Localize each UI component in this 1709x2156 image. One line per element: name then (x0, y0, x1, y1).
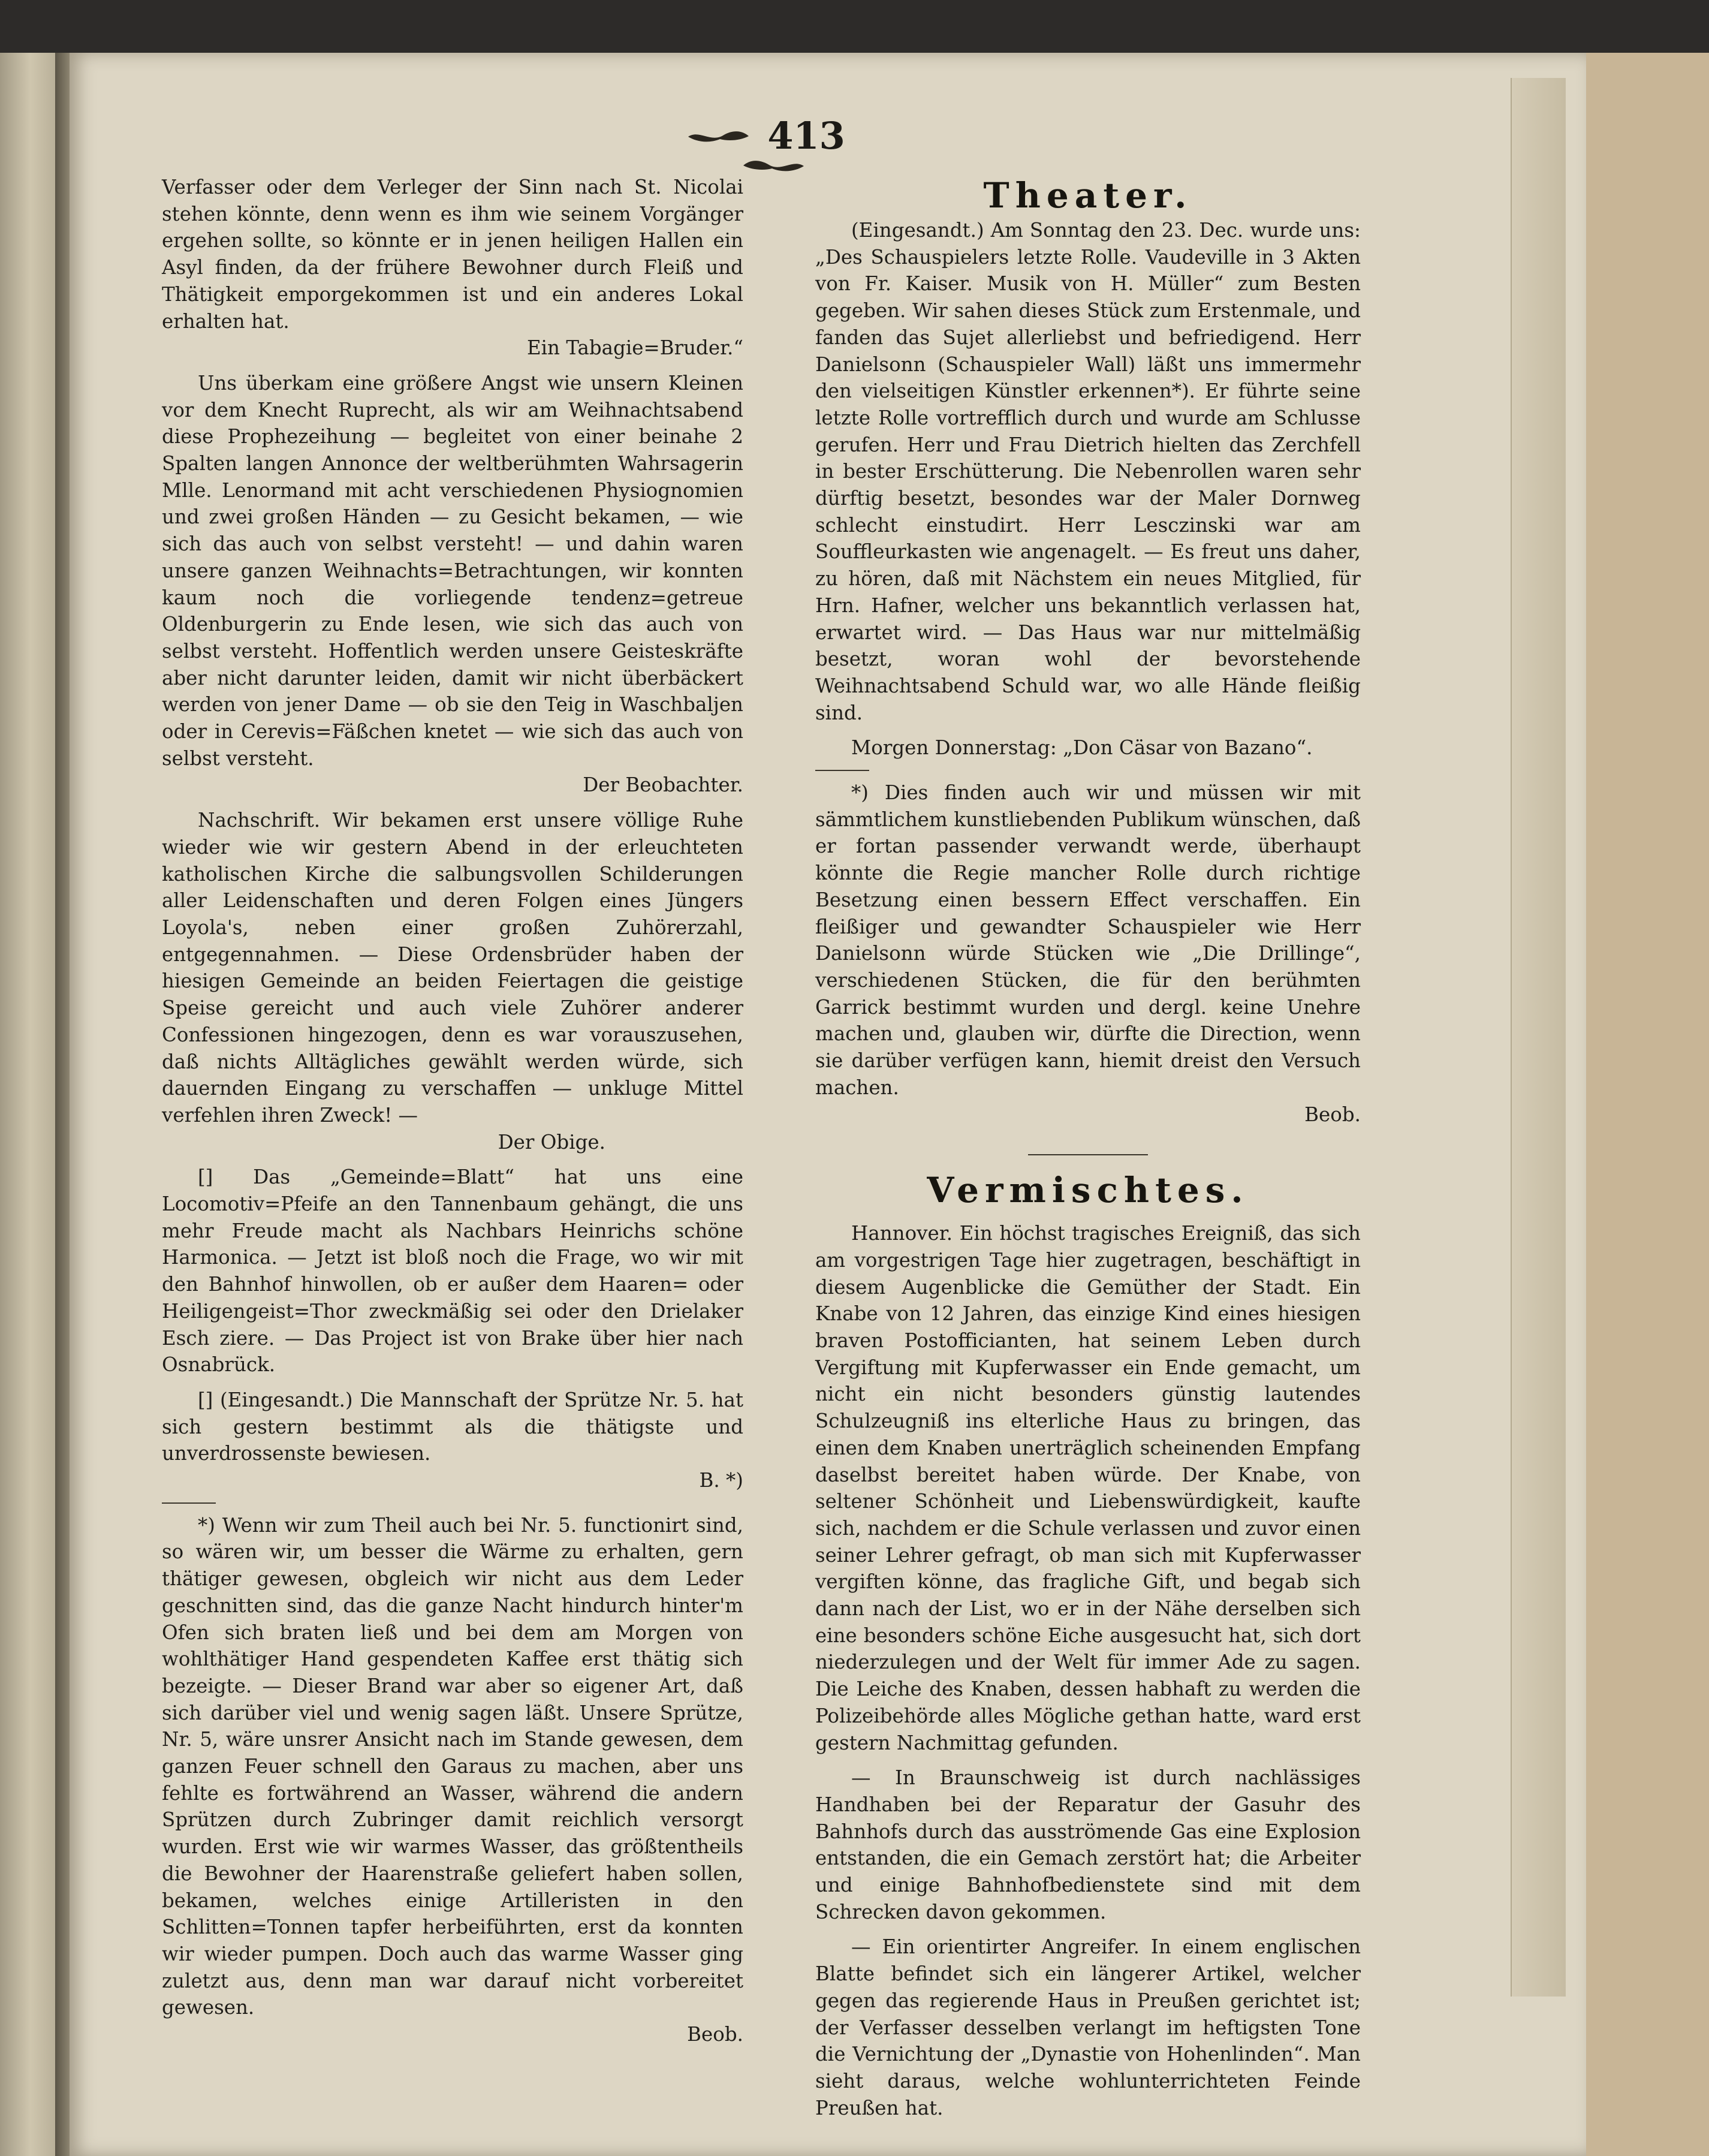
article-angreifer: — Ein orientirter Angreifer. In einem englischen Blatte befindet sich ein längerer Artikel, welcher gegen das regierende Haus in Preußen gerichtet ist; der Verfasser desselben verlangt im heftigsten Tone die Vernichtung der „Dynastie von Hohenlinden“. Man sieht daraus, welche wohlunterrichteten Feinde Preußen hat. (815, 1935, 1361, 2119)
article-braunschweig: — In Braunschweig ist durch nachlässiges Handhaben bei der Reparatur der Gasuhr des Bahnhofs durch das ausströmende Gas eine Explosion entstanden, die ein Gemach zerstört hat; die Arbeiter und einige Bahnhofbedienstete sind mit dem Schrecken davon gekommen. (815, 1766, 1361, 1923)
article-lenormand: Uns überkam eine größere Angst wie unsern Kleinen vor dem Knecht Ruprecht, als wir am Weihnachtsabend diese Prophezeihung — begleitet von einer beinahe 2 Spalten langen Annonce der weltberühmten Wahrsagerin Mlle. Lenormand mit acht verschiedenen Physiognomien und zwei großen Händen — zu Gesicht bekamen, — wie sich das auch von selbst versteht! — und dahin waren unsere ganzen Weihnachts=Betrachtungen, wir konnten kaum noch die vorliegende tendenz=getreue Oldenburgerin zu Ende lesen, wie sich das auch von selbst versteht. Hoffentlich werden unsere Geisteskräfte aber nicht darunter leiden, damit wir nicht überbäckert werden von jener Dame — ob sie den Teig in Waschbaljen oder in Cerevis=Fäßchen knetet — wie sich das auch von selbst versteht. (162, 371, 743, 770)
signature-beobachter: Der Beobachter. (583, 773, 743, 797)
article-continuation: Verfasser oder dem Verleger der Sinn nach St. Nicolai stehen könnte, denn wenn es ihm wie seinem Vorgänger ergehen sollte, so könnte er in jenen heiligen Hallen ein Asyl finden, da der frühere Bewohner durch Fleiß und Thätigkeit emporgekommen ist und ein anderes Lokal erhalten hat. (162, 176, 743, 333)
previous-page-edge (0, 53, 57, 2156)
right-column (815, 174, 1361, 2121)
heading-vermischtes: Vermischtes. (927, 1170, 1249, 1211)
article-gemeinde-blatt: [] Das „Gemeinde=Blatt“ hat uns eine Locomotiv=Pfeife an den Tannenbaum gehängt, die uns mehr Freude macht als Nachbars Heinrichs schöne Harmonica. — Jetzt ist bloß noch die Frage, wo wir mit den Bahnhof hinwollen, ob er außer dem Haaren= oder Heiligengeist=Thor zweckmäßig sei oder den Drielaker Esch ziere. — Das Project ist von Brake über hier nach Osnabrück. (162, 1166, 743, 1377)
heading-theater: Theater. (983, 175, 1193, 216)
left-column (162, 174, 743, 2048)
article-theater: (Eingesandt.) Am Sonntag den 23. Dec. wurde uns: „Des Schauspielers letzte Rolle. Vaudeville in 3 Akten von Fr. Kaiser. Musik von H. Müller“ zum Besten gegeben. Wir sahen dieses Stück zum Erstenmale, und fanden das Sujet allerliebst und befriedigend. Herr Danielsonn (Schauspieler Wall) läßt uns immermehr den vielseitigen Künstler erkennen*). Er führte seine letzte Rolle vortrefflich durch und wurde am Schlusse gerufen. Herr und Frau Dietrich hielten das Zerchfell in bester Erschütterung. Die Nebenrollen waren sehr dürftig besetzt, besondes war der Maler Dornweg schlecht einstudirt. Herr Lesczinski war am Souffleurkasten wie angenagelt. — Es freut uns daher, zu hören, daß mit Nächstem ein neues Mitglied, für Hrn. Hafner, welcher uns bekanntlich verlassen hat, erwartet wird. — Das Haus war nur mittelmäßig besetzt, woran wohl der bevorstehende Weihnachtsabend Schuld war, wo alle Hände fleißig sind. (815, 219, 1361, 724)
article-hannover: Hannover. Ein höchst tragisches Ereigniß, das sich am vorgestrigen Tage hier zugetragen, beschäftigt in diesem Augenblicke die Gemüther der Stadt. Ein Knabe von 12 Jahren, das einzige Kind eines hiesigen braven Postofficianten, hat seinem Leben durch Vergiftung mit Kupferwasser ein Ende gemacht, um nicht ein nicht besonders günstig lautendes Schulzeugniß ins elterliche Haus zu bringen, das einen dem Knaben unerträglich scheinenden Empfang daselbst bereitet haben würde. Der Knabe, von seltener Schönheit und Liebenswürdigkeit, kaufte sich, nachdem er die Schule verlassen und zuvor einen seiner Lehrer gefragt, ob man sich mit Kupferwasser vergiften könne, das fragliche Gift, und begab sich dann nach der List, wo er in der Nähe derselben sich eine besonders schöne Eiche ausgesucht hat, sich dort niederzulegen und der Welt für immer Ade zu sagen. Die Leiche des Knaben, dessen habhaft zu werden die Polizeibehörde alles Mögliche gethan hatte, ward erst gestern Nachmittag gefunden. (815, 1222, 1361, 1754)
signature-tabagie: Ein Tabagie=Bruder.“ (526, 336, 743, 360)
footnote-spruetze: *) Wenn wir zum Theil auch bei Nr. 5. functionirt sind, so wären wir, um besser die Wärme zu erhalten, gern thätiger gewesen, obgleich wir nicht aus dem Leder geschnitten sind, das die ganze Nacht hindurch hinter'm Ofen sich braten ließ und bei dem am Morgen von wohlthätiger Hand gespendeten Kaffee erst thätig sich bezeigte. — Dieser Brand war aber so eigener Art, daß sich darüber viel und wenig sagen läßt. Unsere Sprütze, Nr. 5, wäre unsrer Ansicht nach im Stande gewesen, dem ganzen Feuer schnell den Garaus zu machen, aber uns fehlte es fortwährend an Wasser, während die andern Sprützen durch Zubringer damit reichlich versorgt wurden. Erst wie wir warmes Wasser, das größtentheils die Bewohner der Haarenstraße geliefert haben sollen, bekamen, welches einige Artilleristen in den Schlitten=Tonnen tapfer herbeiführten, erst da konnten wir wieder pumpen. Doch auch das warme Wasser ging zuletzt aus, denn man war darauf nicht vorbereitet gewesen. (162, 1513, 743, 2019)
right-ornament-icon (742, 158, 805, 173)
page-header (659, 114, 887, 168)
footnote-theater: *) Dies finden auch wir und müssen wir mit sämmtlichem kunstliebenden Publikum wünschen, daß er fortan passender verwandt werde, überhaupt könnte die Regie mancher Rolle durch richtige Besetzung einen bessern Effect verschaffen. Ein fleißiger und gewandter Schauspieler wie Herr Danielsonn würde Stücken wie „Die Drillinge“, verschiedenen Stücken, die für den berühmten Garrick bestimmt wurden und dergl. keine Unehre machen und, glauben wir, dürfte die Direction, wenn sie darüber verfügen kann, hiemit dreist den Versuch machen. (815, 781, 1361, 1099)
left-ornament-icon (687, 128, 750, 144)
theater-morgen: Morgen Donnerstag: „Don Cäsar von Bazano“. (851, 736, 1313, 760)
article-spruetze: [] (Eingesandt.) Die Mannschaft der Sprütze Nr. 5. hat sich gestern bestimmt als die thätigste und unverdrossenste bewiesen. (162, 1388, 743, 1465)
gutter-shadow (55, 53, 70, 2156)
article-nachschrift: Nachschrift. Wir bekamen erst unsere völlige Ruhe wieder wie wir gestern Abend in der erleuchteten katholischen Kirche die salbungsvollen Schilderungen aller Leidenschaften und deren Folgen eines Jüngers Loyola's, neben einer großen Zuhörerzahl, entgegennahmen. — Diese Ordensbrüder haben der hiesigen Gemeinde an beiden Feiertagen die geistige Speise gereicht und auch viele Zuhörer anderer Confessionen hingezogen, denn es war vorauszusehen, daß nichts Alltägliches gewählt werden würde, sich dauernden Eingang zu verschaffen — unkluge Mittel verfehlen ihren Zweck! — (162, 809, 743, 1127)
binding-board (1586, 53, 1709, 2156)
signature-beob-right: Beob. (1304, 1103, 1361, 1126)
signature-b: B. *) (699, 1469, 743, 1492)
page-number: 413 (767, 114, 845, 158)
signature-beob-left: Beob. (687, 2023, 743, 2046)
signature-obige: Der Obige. (498, 1130, 605, 1154)
page-stack-edge (1511, 78, 1566, 1997)
